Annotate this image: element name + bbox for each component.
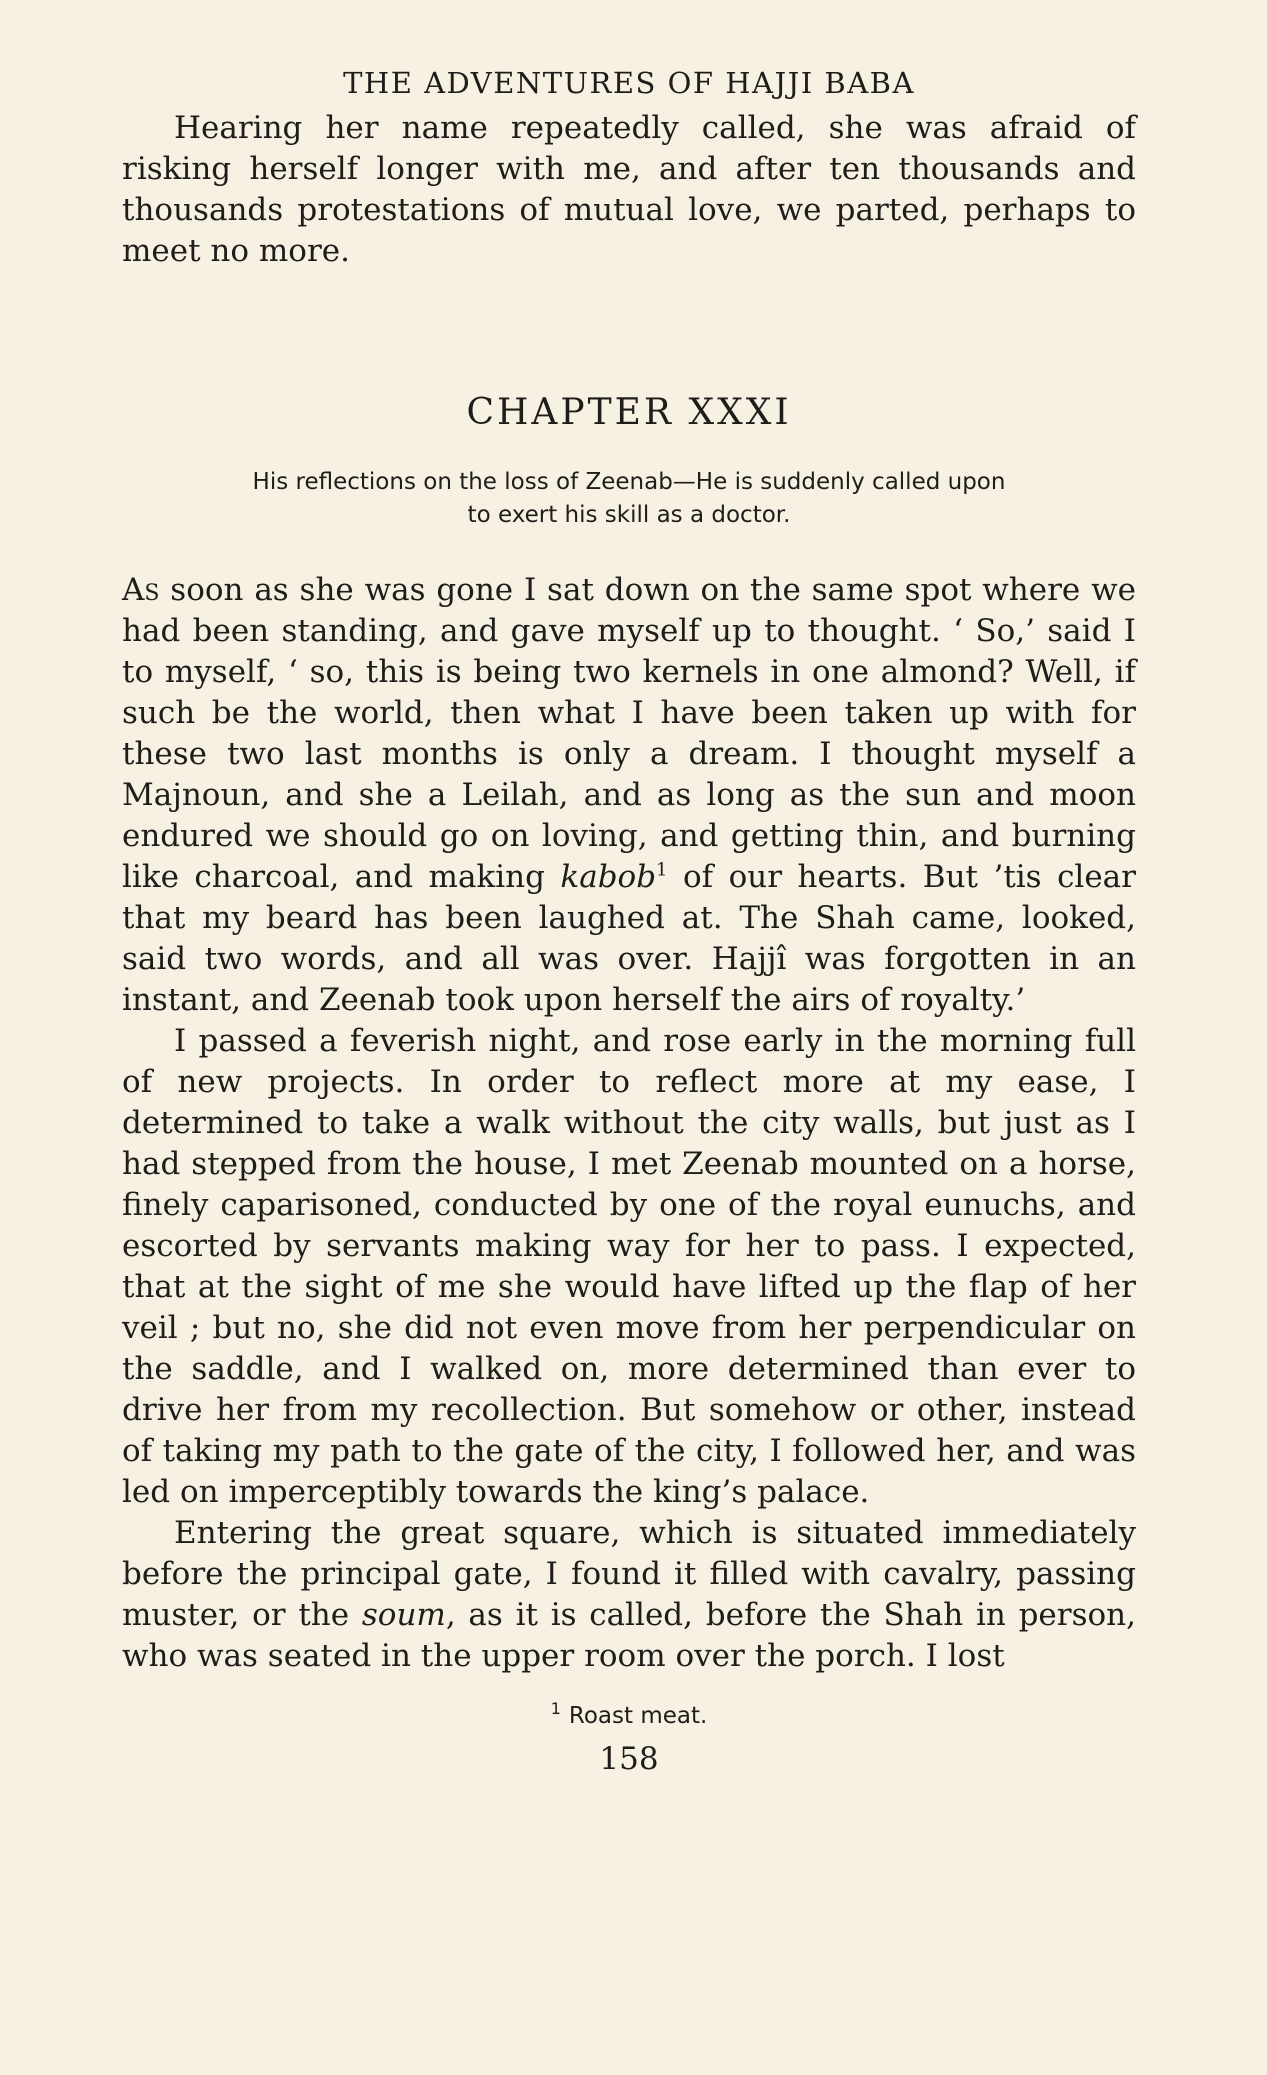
footnote-number: 1 xyxy=(550,1699,561,1719)
paragraph-1-text-a: soon as she was gone I sat down on the same spot where we had been standing, and gave myself up to thought. ‘ So,’ said I to myself, ‘ so, this is being two kernels in one almond? Well, if such be the world, then what I have been taken up with for these two last months is only a dream. I thought myself a Majnoun, and she a Leilah, and as long as the sun and moon endured we should go on loving, and getting thin, and burning like charcoal, and making xyxy=(122,572,1136,895)
running-head: THE ADVENTURES OF HAJJI BABA xyxy=(343,66,915,100)
paragraph-3 xyxy=(122,1513,1136,1677)
chapter-title: CHAPTER XXXI xyxy=(466,392,792,433)
chapter-summary xyxy=(182,466,1076,532)
book-page xyxy=(122,58,1136,1779)
chapter-summary-line-2: to exert his skill as a doctor. xyxy=(467,502,791,528)
paragraph-2: I passed a feverish night, and rose early in the morning full of new projects. In order to reflect more at my ease, I determined to take a walk without the city walls, but just as I had stepped from the house, I met Zeenab mounted on a horse, finely caparisoned, conducted by one of the royal eunuchs, and escorted by servants making way for her to pass. I expected, that at the sight of me she would have lifted up the flap of her veil ; but no, she did not even move from her perpendicular on the saddle, and I walked on, more determined than ever to drive her from my recollection. But somehow or other, instead of taking my path to the gate of the city, I followed her, and was led on imperceptibly towards the king’s palace. xyxy=(122,1023,1136,1510)
footnote-text: Roast meat. xyxy=(568,1703,708,1729)
paragraph-3-text-a: Entering the great square, which is situated immediately before the principal gate, I found it filled with cavalry, passing muster, or the xyxy=(122,1515,1136,1633)
footnote xyxy=(122,1701,1136,1731)
chapter-summary-line-1: His reflections on the loss of Zeenab—He is suddenly called upon xyxy=(252,469,1006,495)
paragraph-1-lead: As xyxy=(122,572,160,608)
footnote-reference: 1 xyxy=(656,859,668,881)
paragraph-1-text-b: of our hearts. But ’tis clear that my beard has been laughed at. The Shah came, looked, said two words, and all was over. Hajjî was forgotten in an instant, and Zeenab took upon herself the airs of royalty.’ xyxy=(122,859,1136,1018)
kabob-italic: kabob xyxy=(560,859,657,895)
soum-italic: soum xyxy=(361,1597,446,1633)
page-number: 158 xyxy=(599,1741,659,1777)
paragraph-3-text-b: , as it is called, before the Shah in person, who was seated in the upper room over the porch. I lost xyxy=(122,1597,1136,1674)
continued-paragraph xyxy=(122,108,1136,272)
paragraph-1 xyxy=(122,570,1136,1021)
continued-paragraph-text: Hearing her name repeatedly called, she was afraid of risking herself longer with me, and after ten thousands and thousands protestations of mutual love, we parted, perhaps to meet no more. xyxy=(122,110,1136,269)
